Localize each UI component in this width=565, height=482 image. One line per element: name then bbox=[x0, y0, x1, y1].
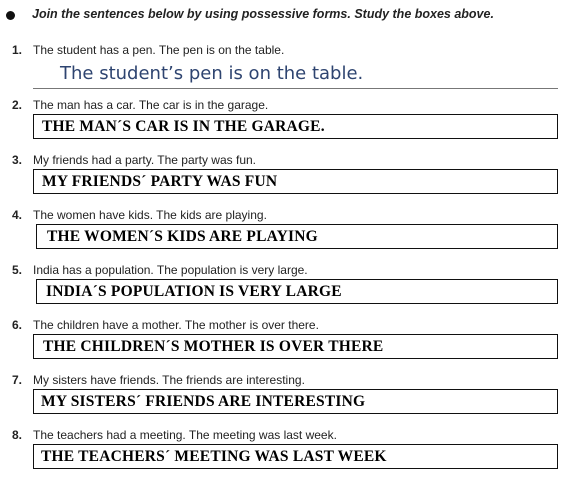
answer-box[interactable] bbox=[36, 279, 558, 304]
answer-box[interactable] bbox=[36, 224, 558, 249]
item-number: 7. bbox=[12, 373, 23, 387]
item-question: My sisters have friends. The friends are interesting. bbox=[33, 373, 305, 387]
sample-answer: The student’s pen is on the table. bbox=[60, 63, 364, 84]
answer-box[interactable] bbox=[33, 114, 558, 139]
item-number: 6. bbox=[12, 318, 23, 332]
item-number: 1. bbox=[12, 43, 23, 57]
answer-text: THE TEACHERS´ MEETING WAS LAST WEEK bbox=[41, 448, 387, 465]
exercise-item-8 bbox=[0, 428, 565, 482]
exercise-item-2 bbox=[0, 98, 565, 152]
answer-box[interactable] bbox=[33, 334, 558, 359]
answer-text: MY SISTERS´ FRIENDS ARE INTERESTING bbox=[41, 393, 366, 410]
answer-text: INDIA´S POPULATION IS VERY LARGE bbox=[46, 283, 342, 300]
item-number: 4. bbox=[12, 208, 23, 222]
answer-text: THE CHILDREN´S MOTHER IS OVER THERE bbox=[43, 338, 384, 355]
answer-text: MY FRIENDS´ PARTY WAS FUN bbox=[42, 173, 278, 190]
answer-box[interactable] bbox=[33, 389, 558, 414]
item-question: The student has a pen. The pen is on the table. bbox=[33, 43, 285, 57]
bullet-icon bbox=[6, 11, 15, 20]
item-question: India has a population. The population is very large. bbox=[33, 263, 308, 277]
item-number: 8. bbox=[12, 428, 23, 442]
answer-box[interactable] bbox=[33, 444, 558, 469]
exercise-item-6 bbox=[0, 318, 565, 372]
item-number: 5. bbox=[12, 263, 23, 277]
item-number: 2. bbox=[12, 98, 23, 112]
answer-underline bbox=[33, 88, 558, 89]
exercise-item-1 bbox=[0, 43, 565, 97]
instructions-text: Join the sentences below by using possessive forms. Study the boxes above. bbox=[32, 7, 494, 21]
exercise-item-3 bbox=[0, 153, 565, 207]
instructions-row bbox=[6, 6, 561, 26]
item-question: The women have kids. The kids are playing. bbox=[33, 208, 267, 222]
item-question: The man has a car. The car is in the garage. bbox=[33, 98, 269, 112]
item-question: The teachers had a meeting. The meeting was last week. bbox=[33, 428, 337, 442]
exercise-item-5 bbox=[0, 263, 565, 317]
exercise-item-7 bbox=[0, 373, 565, 427]
item-number: 3. bbox=[12, 153, 23, 167]
exercise-item-4 bbox=[0, 208, 565, 262]
answer-text: THE MAN´S CAR IS IN THE GARAGE. bbox=[42, 118, 325, 135]
item-question: The children have a mother. The mother is over there. bbox=[33, 318, 319, 332]
answer-box[interactable] bbox=[33, 169, 558, 194]
answer-text: THE WOMEN´S KIDS ARE PLAYING bbox=[47, 228, 318, 245]
item-question: My friends had a party. The party was fun. bbox=[33, 153, 256, 167]
